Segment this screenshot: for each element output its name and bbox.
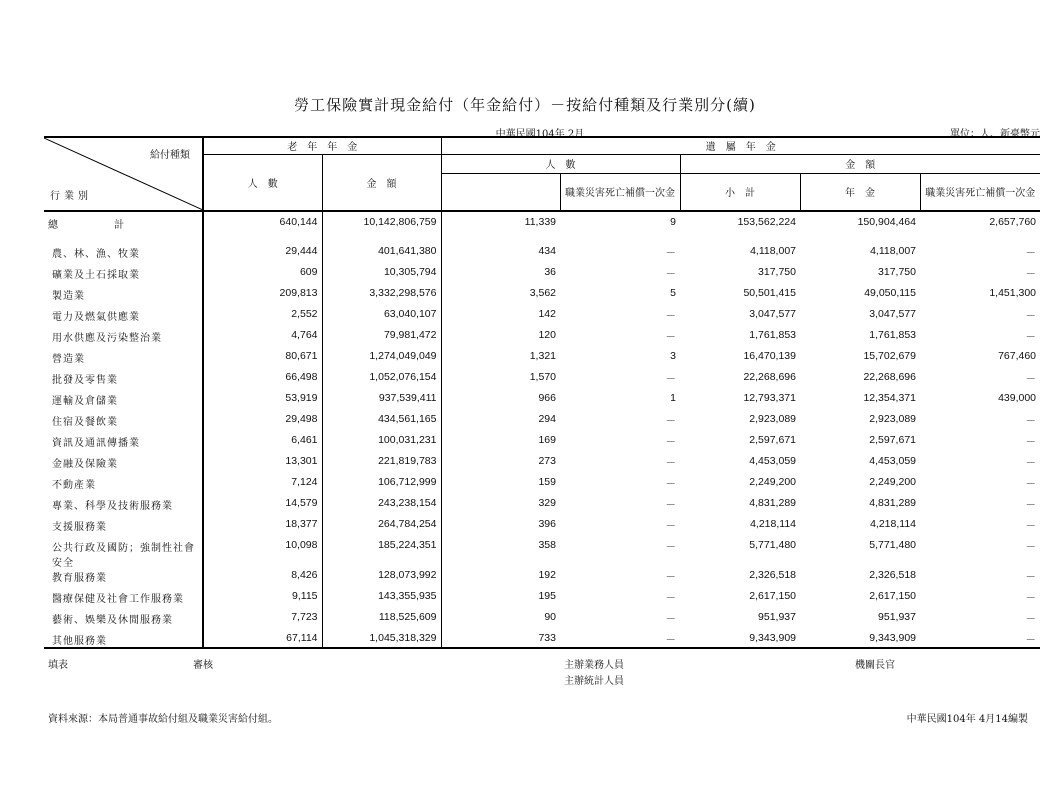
cell: 6,461 bbox=[203, 434, 322, 455]
header-survivor-annuity: 遺 屬 年 金 bbox=[441, 137, 1040, 154]
total-label: 總計 bbox=[44, 211, 203, 239]
cell: 2,326,518 bbox=[869, 569, 916, 581]
cell: 609 bbox=[203, 266, 322, 287]
cell: 2,617,150 bbox=[869, 590, 916, 602]
table-row bbox=[44, 476, 1040, 497]
total-row bbox=[44, 211, 1040, 239]
row-label: 住宿及餐飲業 bbox=[44, 413, 203, 434]
cell: 5 bbox=[670, 287, 676, 299]
cell: 118,525,609 bbox=[322, 611, 441, 632]
cell: 4,764 bbox=[203, 329, 322, 350]
row-label: 支援服務業 bbox=[44, 518, 203, 539]
cell: 9,343,909 bbox=[680, 632, 800, 648]
cell: 63,040,107 bbox=[322, 308, 441, 329]
cell: 3,562 bbox=[529, 287, 556, 299]
row-label: 醫療保健及社會工作服務業 bbox=[44, 590, 203, 611]
cell: － bbox=[665, 571, 676, 583]
cell: 195 bbox=[538, 590, 556, 602]
head-label: 機關長官 bbox=[855, 660, 895, 671]
cell: － bbox=[1025, 571, 1037, 583]
cell: 317,750 bbox=[878, 266, 916, 278]
benefits-table bbox=[44, 136, 1040, 649]
cell: 264,784,254 bbox=[322, 518, 441, 539]
row-label: 營造業 bbox=[44, 350, 203, 371]
cell: 733 bbox=[441, 632, 560, 648]
table-body bbox=[44, 211, 1040, 648]
cell: － bbox=[1025, 499, 1037, 511]
cell: － bbox=[665, 247, 676, 259]
cell: 8,426 bbox=[203, 569, 322, 590]
row-label: 教育服務業 bbox=[44, 569, 203, 590]
header-benefit-type: 給付種類 bbox=[150, 150, 190, 161]
table-row bbox=[44, 245, 1040, 266]
cell: 185,224,351 bbox=[322, 539, 441, 569]
cell: － bbox=[920, 632, 1040, 648]
cell: － bbox=[665, 613, 676, 625]
cell: － bbox=[665, 592, 676, 604]
cell: 4,118,007 bbox=[750, 245, 796, 257]
cell: 16,470,139 bbox=[743, 350, 796, 362]
cell: － bbox=[665, 331, 676, 343]
cell: 100,031,231 bbox=[322, 434, 441, 455]
cell: 128,073,992 bbox=[322, 569, 441, 590]
cell: 1,274,049,049 bbox=[322, 350, 441, 371]
cell: － bbox=[1025, 415, 1037, 427]
unit-label: 單位：人、新臺幣元 bbox=[950, 129, 1040, 140]
cell: 396 bbox=[538, 518, 556, 530]
cell: 1,761,853 bbox=[869, 329, 916, 341]
row-label: 金融及保險業 bbox=[44, 455, 203, 476]
table-row bbox=[44, 371, 1040, 392]
cell: 2,657,760 bbox=[989, 216, 1037, 228]
table-row bbox=[44, 539, 1040, 569]
cell: 90 bbox=[544, 611, 556, 623]
data-source: 資料來源：本局普通事故給付組及職業災害給付組。 bbox=[48, 714, 278, 725]
cell: 2,923,089 bbox=[749, 413, 796, 425]
cell: 53,919 bbox=[203, 392, 322, 413]
table-row bbox=[44, 434, 1040, 455]
header-old-age-persons: 人 數 bbox=[203, 154, 322, 211]
cell: 159 bbox=[538, 476, 556, 488]
cell: 273 bbox=[538, 455, 556, 467]
cell: － bbox=[665, 436, 676, 448]
cell: 5,771,480 bbox=[749, 539, 796, 551]
cell: 22,268,696 bbox=[743, 371, 796, 383]
cell: 153,562,224 bbox=[737, 216, 796, 228]
cell: 294 bbox=[538, 413, 556, 425]
header-occ-lump-amount: 職業災害死亡補償一次金 bbox=[920, 173, 1040, 211]
cell: 4,453,059 bbox=[869, 455, 916, 467]
cell: 1 bbox=[670, 392, 676, 404]
cell: 4,218,114 bbox=[750, 518, 796, 530]
row-label: 電力及燃氣供應業 bbox=[44, 308, 203, 329]
row-label: 批發及零售業 bbox=[44, 371, 203, 392]
cell: 2,923,089 bbox=[869, 413, 916, 425]
cell: 9,343,909 bbox=[800, 632, 920, 648]
cell: 120 bbox=[538, 329, 556, 341]
cell: － bbox=[665, 373, 676, 385]
cell: － bbox=[665, 499, 676, 511]
cell: 3 bbox=[670, 350, 676, 362]
cell: 12,354,371 bbox=[863, 392, 916, 404]
cell: 79,981,472 bbox=[322, 329, 441, 350]
row-label: 用水供應及污染整治業 bbox=[44, 329, 203, 350]
row-label: 礦業及土石採取業 bbox=[44, 266, 203, 287]
cell: 29,444 bbox=[203, 245, 322, 266]
cell: 2,617,150 bbox=[749, 590, 796, 602]
table-row bbox=[44, 392, 1040, 413]
cell: 150,904,464 bbox=[857, 216, 916, 228]
cell: 15,702,679 bbox=[863, 350, 916, 362]
cell: 209,813 bbox=[203, 287, 322, 308]
cell: 434 bbox=[538, 245, 556, 257]
header-survivor-amount: 金 額 bbox=[680, 154, 1040, 173]
table-row bbox=[44, 632, 1040, 648]
table-row bbox=[44, 455, 1040, 476]
row-label: 藝術、娛樂及休閒服務業 bbox=[44, 611, 203, 632]
header-industry: 行業別 bbox=[50, 191, 92, 202]
row-label: 農、林、漁、牧業 bbox=[44, 245, 203, 266]
cell: 3,047,577 bbox=[749, 308, 796, 320]
cell: 67,114 bbox=[203, 632, 322, 648]
table-row bbox=[44, 266, 1040, 287]
cell: 640,144 bbox=[203, 211, 322, 239]
cell: 49,050,115 bbox=[864, 287, 916, 299]
business-staff-label: 主辦業務人員 bbox=[564, 660, 624, 671]
table-row bbox=[44, 287, 1040, 308]
header-survivor-annuity-persons bbox=[441, 173, 560, 211]
row-label: 運輸及倉儲業 bbox=[44, 392, 203, 413]
cell: 10,098 bbox=[203, 539, 322, 569]
header-annuity: 年 金 bbox=[800, 173, 920, 211]
cell: 434,561,165 bbox=[322, 413, 441, 434]
cell: 401,641,380 bbox=[322, 245, 441, 266]
table-row bbox=[44, 569, 1040, 590]
reviewer-label: 審核 bbox=[193, 660, 213, 671]
row-label: 不動產業 bbox=[44, 476, 203, 497]
cell: － bbox=[665, 268, 676, 280]
page-title: 勞工保險實計現金給付（年金給付）－按給付種類及行業別分(續) bbox=[294, 96, 756, 114]
cell: 10,142,806,759 bbox=[322, 211, 441, 239]
cell: － bbox=[1025, 457, 1037, 469]
table-row bbox=[44, 308, 1040, 329]
cell: － bbox=[1025, 331, 1037, 343]
cell: 2,326,518 bbox=[749, 569, 796, 581]
cell: 4,831,289 bbox=[749, 497, 796, 509]
cell: 2,249,200 bbox=[749, 476, 796, 488]
cell: － bbox=[665, 310, 676, 322]
cell: 243,238,154 bbox=[322, 497, 441, 518]
row-label: 專業、科學及技術服務業 bbox=[44, 497, 203, 518]
cell: 106,712,999 bbox=[322, 476, 441, 497]
table-row bbox=[44, 497, 1040, 518]
header-occ-lump-persons: 職業災害死亡補償一次金 bbox=[560, 173, 680, 211]
cell: 12,793,371 bbox=[743, 392, 796, 404]
table-header bbox=[44, 137, 1040, 211]
cell: 221,819,783 bbox=[322, 455, 441, 476]
row-label: 資訊及通訊傳播業 bbox=[44, 434, 203, 455]
cell: 966 bbox=[538, 392, 556, 404]
row-label: 其他服務業 bbox=[44, 632, 203, 648]
table-row bbox=[44, 329, 1040, 350]
cell: － bbox=[1025, 541, 1037, 553]
cell: 1,045,318,329 bbox=[322, 632, 441, 648]
cell: 951,937 bbox=[758, 611, 796, 623]
cell: 18,377 bbox=[203, 518, 322, 539]
cell: 9,115 bbox=[203, 590, 322, 611]
diagonal-header-cell bbox=[44, 137, 203, 211]
cell: 2,597,671 bbox=[869, 434, 916, 446]
header-old-age-amount: 金 額 bbox=[322, 154, 441, 211]
cell: － bbox=[1025, 247, 1037, 259]
cell: － bbox=[665, 478, 676, 490]
cell: 2,552 bbox=[203, 308, 322, 329]
cell: 1,052,076,154 bbox=[322, 371, 441, 392]
cell: 13,301 bbox=[203, 455, 322, 476]
cell: 80,671 bbox=[203, 350, 322, 371]
table-row bbox=[44, 413, 1040, 434]
cell: － bbox=[1025, 373, 1037, 385]
cell: － bbox=[1025, 520, 1037, 532]
stats-staff-label: 主辦統計人員 bbox=[564, 676, 624, 687]
cell: － bbox=[665, 457, 676, 469]
cell: 1,761,853 bbox=[749, 329, 796, 341]
cell: － bbox=[1025, 436, 1037, 448]
cell: 951,937 bbox=[878, 611, 916, 623]
cell: 22,268,696 bbox=[863, 371, 916, 383]
cell: 169 bbox=[538, 434, 556, 446]
cell: 29,498 bbox=[203, 413, 322, 434]
cell: 66,498 bbox=[203, 371, 322, 392]
header-survivor-persons: 人 數 bbox=[441, 154, 680, 173]
compiled-date: 中華民國104年 4月14編製 bbox=[906, 714, 1028, 725]
cell: 767,460 bbox=[998, 350, 1037, 362]
cell: － bbox=[665, 541, 676, 553]
cell: － bbox=[665, 520, 676, 532]
cell: 2,249,200 bbox=[869, 476, 916, 488]
cell: 3,047,577 bbox=[869, 308, 916, 320]
row-label: 製造業 bbox=[44, 287, 203, 308]
cell: 317,750 bbox=[758, 266, 796, 278]
cell: 143,355,935 bbox=[322, 590, 441, 611]
cell: 2,597,671 bbox=[749, 434, 796, 446]
cell: 11,339 bbox=[524, 216, 556, 228]
cell: 358 bbox=[538, 539, 556, 551]
cell: 439,000 bbox=[998, 392, 1037, 404]
cell: 1,451,300 bbox=[989, 287, 1037, 299]
cell: 329 bbox=[538, 497, 556, 509]
cell: 4,831,289 bbox=[869, 497, 916, 509]
cell: 4,453,059 bbox=[749, 455, 796, 467]
table-row bbox=[44, 590, 1040, 611]
cell: － bbox=[1025, 268, 1037, 280]
row-label: 公共行政及國防；強制性社會安全 bbox=[44, 539, 203, 569]
table-row bbox=[44, 350, 1040, 371]
cell: 9 bbox=[670, 216, 676, 228]
cell: 4,218,114 bbox=[870, 518, 916, 530]
cell: 7,124 bbox=[203, 476, 322, 497]
cell: 3,332,298,576 bbox=[322, 287, 441, 308]
cell: － bbox=[1025, 478, 1037, 490]
header-subtotal: 小 計 bbox=[680, 173, 800, 211]
cell: 50,501,415 bbox=[743, 287, 796, 299]
cell: 5,771,480 bbox=[869, 539, 916, 551]
report-date: 中華民國104年 2月 bbox=[495, 129, 585, 140]
cell: 36 bbox=[544, 266, 556, 278]
table-row bbox=[44, 518, 1040, 539]
cell: － bbox=[1025, 613, 1037, 625]
cell: 10,305,794 bbox=[322, 266, 441, 287]
cell: － bbox=[560, 632, 680, 648]
cell: － bbox=[665, 415, 676, 427]
cell: 4,118,007 bbox=[870, 245, 916, 257]
cell: 7,723 bbox=[203, 611, 322, 632]
cell: － bbox=[1025, 310, 1037, 322]
filler-label: 填表 bbox=[48, 660, 68, 671]
cell: 14,579 bbox=[203, 497, 322, 518]
table-row bbox=[44, 611, 1040, 632]
cell: 1,321 bbox=[529, 350, 556, 362]
cell: 192 bbox=[538, 569, 556, 581]
cell: 937,539,411 bbox=[322, 392, 441, 413]
cell: 1,570 bbox=[529, 371, 556, 383]
header-old-age-annuity: 老 年 年 金 bbox=[203, 137, 441, 154]
cell: － bbox=[1025, 592, 1037, 604]
cell: 142 bbox=[538, 308, 556, 320]
